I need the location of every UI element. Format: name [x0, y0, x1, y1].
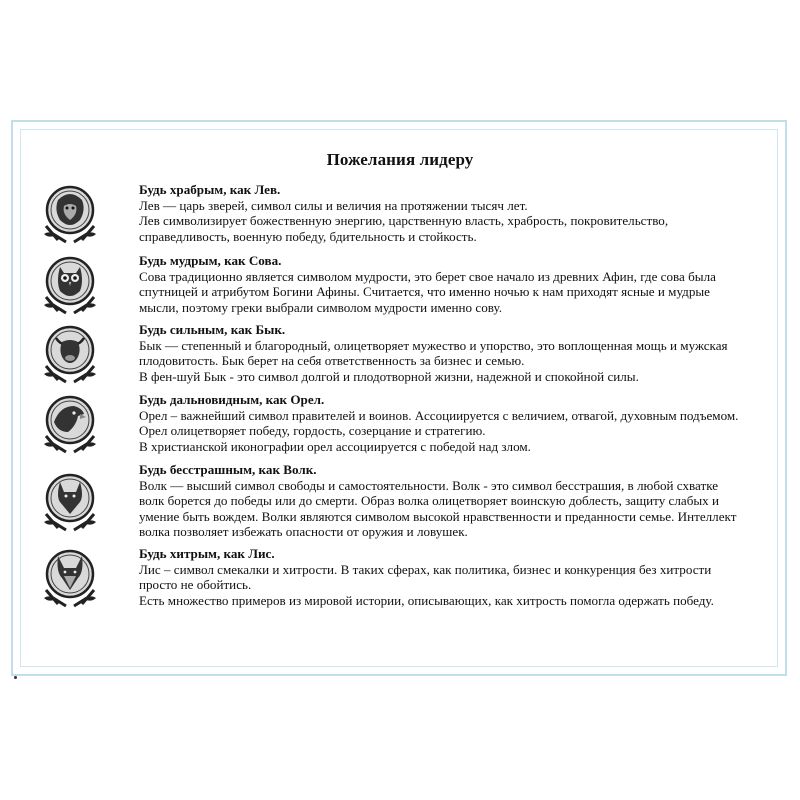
section-line: справедливость, военную победу, бдительность и стойкость.	[139, 228, 477, 244]
section-line: Бык — степенный и благородный, олицетворяет мужество и упорство, это воплощенная мощь и мужская	[139, 337, 728, 353]
wolf-medallion-icon	[40, 470, 100, 532]
section-text	[139, 253, 779, 315]
owl-medallion-icon	[40, 253, 100, 315]
fox-medallion-icon	[40, 546, 100, 608]
section-text	[139, 462, 779, 540]
lion-medallion-icon	[40, 182, 100, 244]
section-heading: Будь сильным, как Бык.	[139, 322, 286, 337]
section-line: Волк — высший символ свободы и самостоятельности. Волк - это символ бесстрашия, в любой схватке	[139, 477, 719, 493]
section-line: плодовитость. Бык берет на себя ответственность за бизнес и семью.	[139, 353, 525, 369]
section-line: спутницей и атрибутом Богини Афины. Считается, что именно ночью к нам приходят ясные и мудрые	[139, 284, 710, 300]
section-line: просто не обойтись.	[139, 577, 252, 593]
section-line: мысли, поэтому греки выбрали символом мудрости именно сову.	[139, 299, 502, 315]
section-heading: Будь дальновидным, как Орел.	[139, 392, 325, 407]
section-heading: Будь хитрым, как Лис.	[139, 546, 275, 561]
bull-medallion-icon	[40, 322, 100, 384]
section-heading: Будь мудрым, как Сова.	[139, 253, 282, 268]
section-line: волк борется до победы или до смерти. Образ волка олицетворяет воинскую доблесть, защиту слабых и	[139, 493, 719, 509]
scan-speck	[14, 676, 17, 679]
section-heading: Будь храбрым, как Лев.	[139, 182, 281, 197]
section-line: Орел – важнейший символ правителей и воинов. Ассоциируется с величием, отвагой, духовным подъемом.	[139, 407, 739, 423]
eagle-medallion-icon	[40, 392, 100, 454]
section-line: Орел олицетворяет победу, гордость, созерцание и стратегию.	[139, 423, 486, 439]
section-line: В христианской иконографии орел ассоциируется с победой над злом.	[139, 438, 531, 454]
section-line: Лев — царь зверей, символ силы и величия на протяжении тысяч лет.	[139, 197, 528, 213]
section-heading: Будь бесстрашным, как Волк.	[139, 462, 317, 477]
page-title: Пожелания лидеру	[326, 150, 474, 169]
section-line: умение быть вождем. Волки являются символом высокой нравственности и преданности семье. Интеллект	[139, 508, 737, 524]
section-line: Есть множество примеров из мировой истории, описывающих, как хитрость помогла одержать победу.	[139, 592, 714, 608]
section-line: Лис – символ смекалки и хитрости. В таких сферах, как политика, бизнес и конкуренция без хитрости	[139, 561, 712, 577]
section-text	[139, 182, 779, 244]
section-line: Сова традиционно является символом мудрости, это берет свое начало из древних Афин, где сова была	[139, 268, 716, 284]
section-line: волка позволяет избежать опасности от оружия и ловушек.	[139, 524, 468, 540]
section-line: Лев символизирует божественную энергию, царственную власть, храбрость, покровительство,	[139, 213, 669, 229]
section-text	[139, 392, 779, 454]
section-line: В фен-шуй Бык - это символ долгой и плодотворной жизни, надежной и спокойной силы.	[139, 368, 639, 384]
section-text	[139, 546, 779, 608]
section-text	[139, 322, 779, 384]
